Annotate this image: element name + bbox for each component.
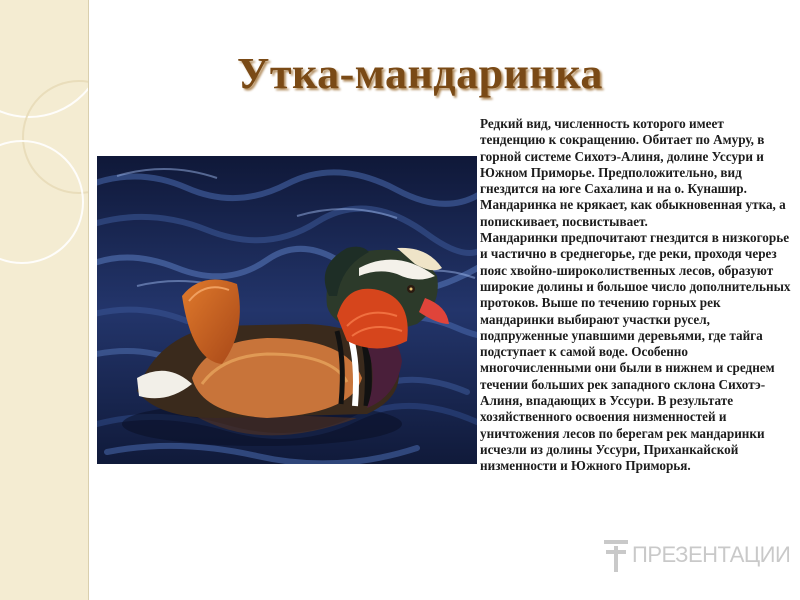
description-paragraph: Мандаринки предпочитают гнездится в низкогорье и частично в среднегорье, где реки, проходя через пояс хвойно-широколиственных лесов, образуют широкие долины и большое число дополнительных протоков. Выше по течению горных рек мандаринки выбирают участки русел, подпруженные упавшими деревьями, где тайга подступает к самой воде. Особенно многочисленными они были в нижнем и среднем течении больших рек западного склона Сихотэ-Алиня, впадающих в Уссури. В результате хозяйственного освоения низменностей и уничтожения лесов по берегам рек мандаринки исчезли из долины Уссури, Приханкайской низменности и Южного Приморья.	[480, 230, 791, 474]
mandarin-duck-photo	[97, 156, 477, 464]
watermark-text: ПРЕЗЕНТАЦИИ	[632, 542, 791, 567]
slide-title: Утка-мандаринка	[237, 49, 603, 98]
description-text	[480, 116, 792, 475]
decorative-side-strip	[0, 0, 88, 600]
strip-divider	[88, 0, 89, 600]
watermark-logo	[604, 540, 791, 576]
description-paragraph: Редкий вид, численность которого имеет тенденцию к сокращению. Обитает по Амуру, в горной системе Сихотэ-Алиня, долине Уссури и Южном Приморье. Предположительно, вид гнездится на юге Сахалина и на о. Кунашир. Мандаринка не крякает, как обыкновенная утка, а попискивает, посвистывает.	[480, 116, 786, 229]
